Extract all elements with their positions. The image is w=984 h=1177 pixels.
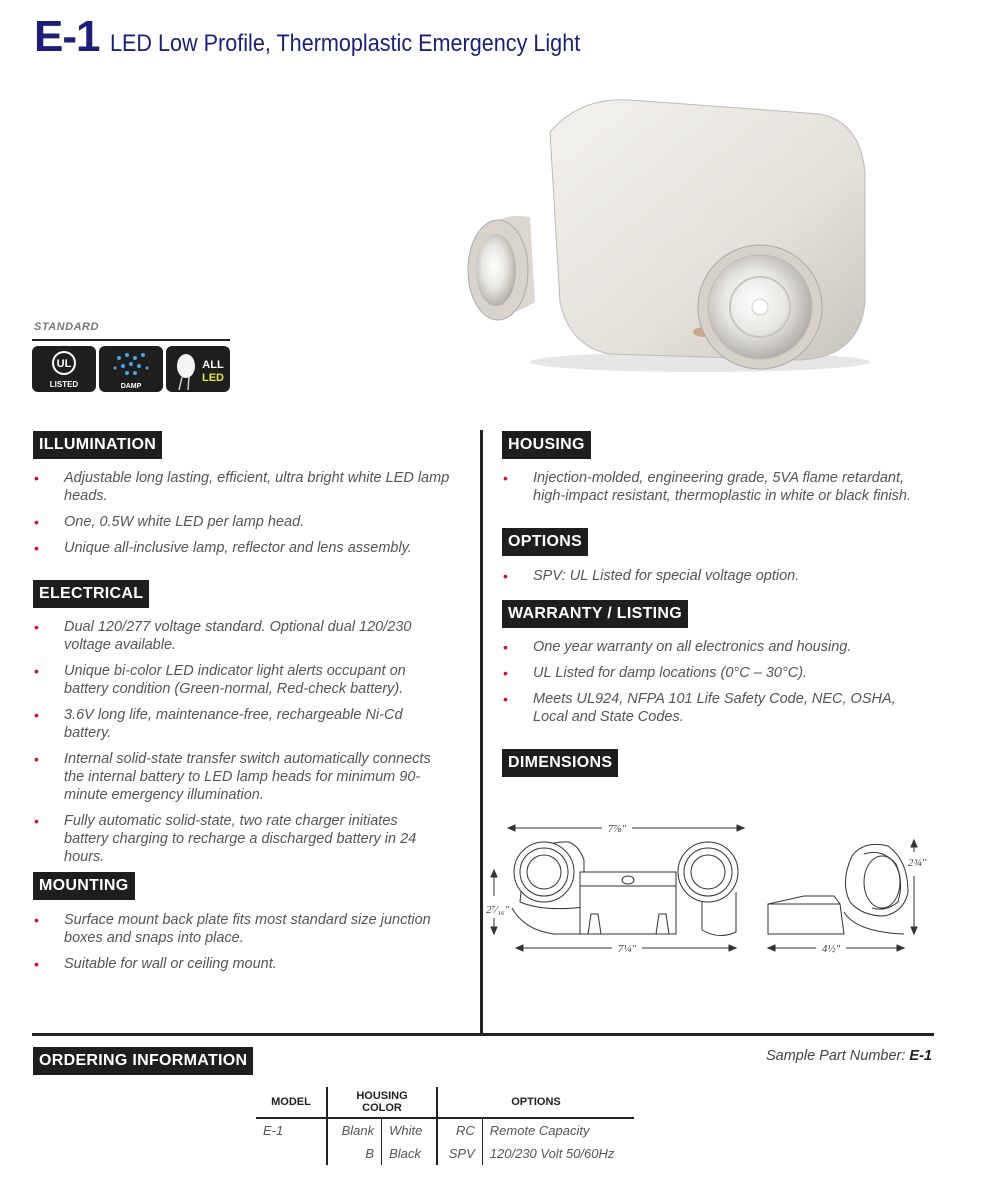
- list-item: • Adjustable long lasting, efficient, ultra bright white LED lamp heads.: [34, 470, 450, 504]
- cell-housing-code: B: [327, 1142, 382, 1165]
- housing-heading: HOUSING: [502, 431, 591, 459]
- list-item: • Unique all-inclusive lamp, reflector and lens assembly.: [34, 540, 412, 556]
- electrical-heading: ELECTRICAL: [33, 580, 149, 608]
- warranty-list: [503, 638, 923, 734]
- table-row: [256, 1142, 634, 1165]
- list-item: • Dual 120/277 voltage standard. Optional dual 120/230 voltage available.: [34, 619, 412, 653]
- list-item: • 3.6V long life, maintenance-free, rechargeable Ni-Cd battery.: [34, 707, 403, 741]
- table-row: [256, 1118, 634, 1142]
- damp-badge: [99, 346, 163, 392]
- cell-option-code: SPV: [437, 1142, 482, 1165]
- svg-text:ALL: ALL: [202, 359, 224, 371]
- standard-label: STANDARD: [34, 321, 99, 333]
- list-item: • Suitable for wall or ceiling mount.: [34, 956, 277, 972]
- ordering-table: [256, 1087, 634, 1165]
- warranty-heading: WARRANTY / LISTING: [502, 600, 688, 628]
- cell-option-code: RC: [437, 1118, 482, 1142]
- dim-bottom-width: 7¼": [617, 943, 637, 955]
- cell-housing-name: Black: [382, 1142, 437, 1165]
- illumination-heading: ILLUMINATION: [33, 431, 162, 459]
- cell-option-name: 120/230 Volt 50/60Hz: [489, 1146, 615, 1161]
- list-item: • Internal solid-state transfer switch automatically connects the internal battery to LED lamp heads for minimum 90-minute emergency illumination.: [34, 751, 431, 803]
- svg-text:UL: UL: [56, 358, 72, 370]
- list-item: • Meets UL924, NFPA 101 Life Safety Code, NEC, OSHA, Local and State Codes.: [503, 691, 896, 725]
- dimensions-heading: DIMENSIONS: [502, 749, 618, 777]
- cell-housing-code: Blank: [327, 1118, 382, 1142]
- standard-divider: [32, 339, 230, 341]
- col-model: MODEL: [256, 1087, 327, 1118]
- all-led-badge: [166, 346, 230, 392]
- housing-list: [503, 469, 923, 513]
- mounting-list: [34, 911, 454, 981]
- list-item: • Fully automatic solid-state, two rate charger initiates battery charging to recharge a discharged battery in 24 hours.: [34, 813, 417, 865]
- svg-text:LISTED: LISTED: [49, 380, 79, 389]
- ul-listed-badge: [32, 346, 96, 392]
- col-options: OPTIONS: [437, 1087, 634, 1118]
- svg-text:DAMP: DAMP: [120, 383, 142, 390]
- dim-top-width: 7⅞": [607, 823, 627, 835]
- model-number: E-1: [34, 12, 100, 61]
- svg-text:LED: LED: [202, 372, 224, 384]
- damp-icon: [99, 346, 163, 392]
- cell-option-name: Remote Capacity: [489, 1123, 590, 1138]
- list-item: • Surface mount back plate fits most standard size junction boxes and snaps into place.: [34, 912, 431, 946]
- sample-part-number: Sample Part Number: E-1: [765, 1048, 932, 1064]
- all-led-icon: [166, 346, 230, 392]
- dim-side-width: 4½": [821, 943, 841, 955]
- list-item: • One year warranty on all electronics and housing.: [503, 639, 852, 655]
- cell-model: [256, 1142, 327, 1165]
- dimensions-diagram: [484, 812, 934, 962]
- ordering-heading: ORDERING INFORMATION: [33, 1047, 253, 1075]
- list-item: • One, 0.5W white LED per lamp head.: [34, 514, 305, 530]
- list-item: • Unique bi-color LED indicator light alerts occupant on battery condition (Green-normal, Red-check battery).: [34, 663, 406, 697]
- list-item: • SPV: UL Listed for special voltage option.: [503, 568, 800, 584]
- cell-housing-name: White: [382, 1118, 437, 1142]
- column-divider: [480, 430, 483, 1034]
- product-image: [460, 92, 890, 382]
- options-heading: OPTIONS: [502, 528, 588, 556]
- dim-left-height: 2⁷⁄₁₆": [486, 904, 510, 916]
- ul-listed-icon: [32, 346, 96, 392]
- list-item: • Injection-molded, engineering grade, 5VA flame retardant, high-impact resistant, thermoplastic in white or black finish.: [503, 470, 911, 504]
- mounting-heading: MOUNTING: [33, 872, 135, 900]
- cell-model: E-1: [256, 1118, 327, 1142]
- col-housing: HOUSING COLOR: [327, 1087, 437, 1118]
- illumination-list: [34, 469, 474, 565]
- product-description: LED Low Profile, Thermoplastic Emergency Light: [109, 30, 581, 57]
- options-list: [503, 567, 923, 593]
- page-title: [34, 12, 632, 62]
- ordering-divider: [32, 1033, 934, 1036]
- dim-side-height: 2¾": [908, 857, 927, 869]
- list-item: • UL Listed for damp locations (0°C – 30°C).: [503, 665, 808, 681]
- electrical-list: [34, 618, 444, 874]
